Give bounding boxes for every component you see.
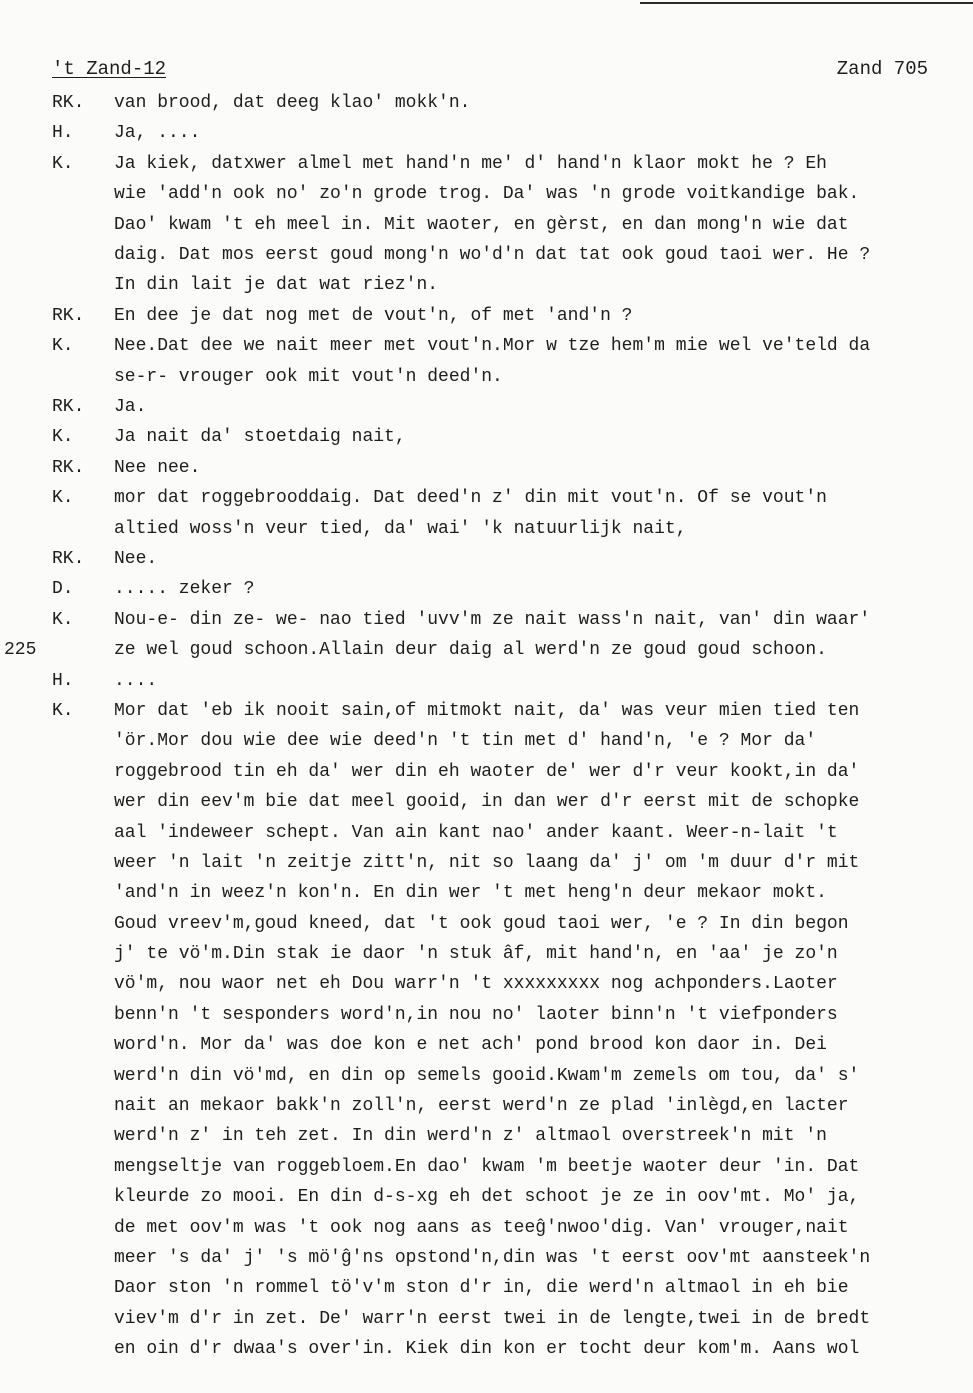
utterance-line: meer 's da' j' 's mö'ĝ'ns opstond'n,din was 't eerst oov'mt aansteek'n: [114, 1247, 871, 1268]
speaker-label: H.: [52, 670, 74, 691]
utterance: [114, 696, 973, 1365]
utterance: [114, 301, 973, 331]
speaker-label: K.: [52, 609, 74, 630]
utterance-line: Goud vreev'm,goud kneed, dat 't ook goud taoi wer, 'e ? In din begon: [114, 913, 849, 934]
utterance: [114, 118, 973, 148]
speaker-label: K.: [52, 336, 74, 357]
transcript-entry: [0, 422, 973, 452]
utterance: [114, 392, 973, 422]
transcript-entry: [0, 696, 973, 1365]
utterance-line: vö'm, nou waor net eh Dou warr'n 't xxxxxxxxx nog achponders.Laoter: [114, 974, 838, 995]
page-header: [0, 58, 973, 86]
utterance-line: mor dat roggebrooddaig. Dat deed'n z' din mit vout'n. Of se vout'n: [114, 488, 827, 509]
transcript-entry: [0, 88, 973, 118]
utterance-line: weer 'n lait 'n zeitje zitt'n, nit so laang da' j' om 'm duur d'r mit: [114, 852, 860, 873]
utterance: [114, 453, 973, 483]
utterance-line: Ja nait da' stoetdaig nait,: [114, 427, 406, 448]
speaker-label: RK.: [52, 305, 85, 326]
utterance: [114, 422, 973, 452]
utterance-line: werd'n z' in teh zet. In din werd'n z' altmaol overstreek'n mit 'n: [114, 1126, 827, 1147]
utterance: [114, 331, 973, 392]
transcript-body: [0, 88, 973, 1388]
utterance-line: altied woss'n veur tied, da' wai' 'k natuurlijk nait,: [114, 518, 687, 539]
utterance-line: In din lait je dat wat riez'n.: [114, 275, 439, 296]
utterance: [114, 88, 973, 118]
speaker-label: K.: [52, 488, 74, 509]
utterance: [114, 483, 973, 544]
utterance-line: Nee nee.: [114, 457, 201, 478]
utterance-line: Mor dat 'eb ik nooit sain,of mitmokt nait, da' was veur mien tied ten: [114, 700, 860, 721]
header-page-number: Zand 705: [836, 58, 928, 80]
utterance-line: en oin d'r dwaa's over'in. Kiek din kon er tocht deur kom'm. Aans wol: [114, 1339, 860, 1360]
utterance-line: Nee.: [114, 548, 158, 569]
utterance-line: werd'n din vö'md, en din op semels gooid.Kwam'm zemels om tou, da' s': [114, 1065, 860, 1086]
utterance-line: de met oov'm was 't ook nog aans as teeĝ'nwoo'dig. Van' vrouger,nait: [114, 1217, 849, 1238]
utterance-line: Dao' kwam 't eh meel in. Mit waoter, en gèrst, en dan mong'n wie dat: [114, 214, 849, 235]
utterance-line: aal 'indeweer schept. Van ain kant nao' ander kaant. Weer-n-lait 't: [114, 822, 838, 843]
utterance-line: Ja.: [114, 396, 147, 417]
speaker-label: RK.: [52, 548, 85, 569]
speaker-label: K.: [52, 700, 74, 721]
speaker-label: RK.: [52, 396, 85, 417]
margin-line-number: 225: [4, 640, 37, 661]
utterance-line: 'ör.Mor dou wie dee wie deed'n 't tin met d' hand'n, 'e ? Mor da': [114, 731, 817, 752]
utterance-line: ze wel goud schoon.Allain deur daig al werd'n ze goud goud schoon.: [114, 640, 827, 661]
speaker-label: RK.: [52, 93, 85, 113]
utterance-line: se-r- vrouger ook mit vout'n deed'n.: [114, 366, 503, 387]
utterance: [114, 666, 973, 696]
utterance-line: van brood, dat deeg klao' mokk'n.: [114, 93, 471, 113]
transcript-entry: [0, 392, 973, 422]
utterance-line: ....: [114, 670, 158, 691]
utterance-line: benn'n 't sesponders word'n,in nou no' laoter binn'n 't viefponders: [114, 1004, 838, 1025]
utterance-line: daig. Dat mos eerst goud mong'n wo'd'n dat tat ook goud taoi wer. He ?: [114, 244, 871, 265]
utterance-line: kleurde zo mooi. En din d-s-xg eh det schoot je ze in oov'mt. Mo' ja,: [114, 1187, 860, 1208]
utterance-line: Ja kiek, datxwer almel met hand'n me' d' hand'n klaor mokt he ? Eh: [114, 153, 827, 174]
utterance-line: Ja, ....: [114, 123, 201, 144]
utterance-line: j' te vö'm.Din stak ie daor 'n stuk âf, mit hand'n, en 'aa' je zo'n: [114, 944, 838, 965]
transcript-entry: [0, 666, 973, 696]
speaker-label: K.: [52, 153, 74, 174]
transcript-entry: [0, 605, 973, 666]
utterance-line: mengseltje van roggebloem.En dao' kwam 'm beetje waoter deur 'in. Dat: [114, 1156, 860, 1177]
utterance: [114, 544, 973, 574]
utterance-line: Nou-e- din ze- we- nao tied 'uvv'm ze nait wass'n nait, van' din waar': [114, 609, 871, 630]
transcript-entry: [0, 544, 973, 574]
transcript-entry: [0, 331, 973, 392]
utterance: [114, 574, 973, 604]
utterance-line: 'and'n in weez'n kon'n. En din wer 't met heng'n deur mekaor mokt.: [114, 883, 827, 904]
speaker-label: K.: [52, 427, 74, 448]
transcript-entry: [0, 483, 973, 544]
utterance-line: word'n. Mor da' was doe kon e net ach' pond brood kon daor in. Dei: [114, 1035, 827, 1056]
transcript-entry: [0, 574, 973, 604]
utterance-line: roggebrood tin eh da' wer din eh waoter de' wer d'r veur kookt,in da': [114, 761, 860, 782]
utterance-line: nait an mekaor bakk'n zoll'n, eerst werd'n ze plad 'inlègd,en lacter: [114, 1096, 849, 1117]
utterance-line: En dee je dat nog met de vout'n, of met 'and'n ?: [114, 305, 633, 326]
speaker-label: D.: [52, 579, 74, 600]
utterance: [114, 149, 973, 301]
transcript-entry: [0, 453, 973, 483]
transcript-entry: [0, 149, 973, 301]
utterance-line: viev'm d'r in zet. De' warr'n eerst twei in de lengte,twei in de bredt: [114, 1308, 871, 1329]
transcript-entry: [0, 301, 973, 331]
speaker-label: H.: [52, 123, 74, 144]
utterance-line: Daor ston 'n rommel tö'v'm ston d'r in, die werd'n altmaol in eh bie: [114, 1278, 849, 1299]
transcript-entry: [0, 118, 973, 148]
header-left-title: 't Zand-12: [52, 58, 167, 80]
top-rule: [640, 2, 973, 4]
utterance: [114, 605, 973, 666]
utterance-line: wer din eev'm bie dat meel gooid, in dan wer d'r eerst mit de schopke: [114, 792, 860, 813]
utterance-line: Nee.Dat dee we nait meer met vout'n.Mor w tze hem'm mie wel ve'teld da: [114, 336, 871, 357]
utterance-line: ..... zeker ?: [114, 579, 255, 600]
speaker-label: RK.: [52, 457, 85, 478]
utterance-line: wie 'add'n ook no' zo'n grode trog. Da' was 'n grode voitkandige bak.: [114, 184, 860, 205]
